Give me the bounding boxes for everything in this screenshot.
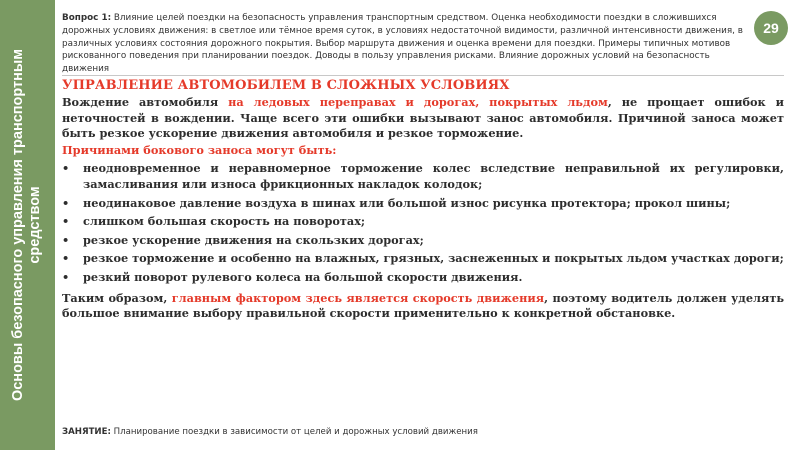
- question-text: Влияние целей поездки на безопасность управления транспортным средством. Оценка необходимости поездки в сложившихся дорожных условиях движения: в светлое или тёмное время суток, в условиях недостаточной видимости, различной интенсивности движения, в различных условиях состояния дорожного покрытия. Выбор маршрута движения и оценка времени для поездки. Примеры типичных мотивов рискованного поведения при планировании поездок. Доводы в пользу управления рисками. Влияние дорожных условий на безопасность движения: [62, 13, 743, 75]
- list-item: [62, 233, 784, 249]
- sidebar: [0, 0, 55, 450]
- bullet-icon: •: [62, 269, 70, 284]
- section-title: УПРАВЛЕНИЕ АВТОМОБИЛЕМ В СЛОЖНЫХ УСЛОВИЯХ: [62, 78, 510, 93]
- list-item-text: резкое торможение и особенно на влажных, грязных, заснеженных и покрытых льдом участках дороги;: [83, 251, 784, 266]
- list-item: [62, 270, 784, 286]
- slide-content: [62, 77, 784, 322]
- list-item: [62, 161, 784, 192]
- header-divider: [62, 75, 784, 76]
- list-item-text: слишком большая скорость на поворотах;: [83, 214, 366, 229]
- bullet-icon: •: [62, 214, 70, 229]
- intro-highlight: на ледовых переправах и дорогах, покрытых льдом: [228, 95, 608, 109]
- bullet-icon: •: [62, 161, 70, 176]
- question-header: [62, 12, 748, 76]
- bullet-icon: •: [62, 195, 70, 210]
- causes-heading: Причинами бокового заноса могут быть:: [62, 142, 337, 157]
- question-label: Вопрос 1:: [62, 13, 112, 23]
- lesson-footer: [62, 427, 478, 437]
- list-item-text: неодинаковое давление воздуха в шинах или большой износ рисунка протектора; прокол шины;: [83, 195, 731, 210]
- footer-label: ЗАНЯТИЕ:: [62, 427, 111, 437]
- footer-text: Планирование поездки в зависимости от целей и дорожных условий движения: [113, 427, 478, 437]
- intro-text-start: Вождение автомобиля: [62, 95, 229, 109]
- causes-list: [62, 161, 784, 285]
- conclusion-text-start: Таким образом,: [62, 290, 172, 305]
- conclusion-highlight: главным фактором здесь является скорость движения: [171, 290, 545, 305]
- list-item-text: резкое ускорение движения на скользких дорогах;: [83, 232, 424, 247]
- list-item: [62, 214, 784, 230]
- list-item: [62, 196, 784, 212]
- intro-text-end: , не прощает ошибок и неточностей в вождении. Чаще всего эти ошибки вызывают занос автомобиля. Причиной заноса может быть резкое ускорение движения автомобиля и резкое торможение.: [62, 95, 784, 141]
- conclusion-paragraph: [62, 291, 784, 322]
- list-item: [62, 251, 784, 267]
- bullet-icon: •: [62, 251, 70, 266]
- bullet-icon: •: [62, 232, 70, 247]
- sidebar-title: Основы безопасного управления транспортным средством: [10, 48, 43, 402]
- intro-paragraph: [62, 95, 784, 142]
- conclusion-text-end: , поэтому водитель должен уделять большое внимание выбору правильной скорости применительно к конкретной обстановке.: [62, 290, 784, 321]
- list-item-text: неодновременное и неравномерное торможение колес вследствие неправильной их регулировки, замасливания или износа фрикционных накладок колодок;: [83, 161, 784, 191]
- list-item-text: резкий поворот рулевого колеса на большой скорости движения.: [83, 269, 523, 284]
- slide-number-badge: 29: [754, 11, 788, 45]
